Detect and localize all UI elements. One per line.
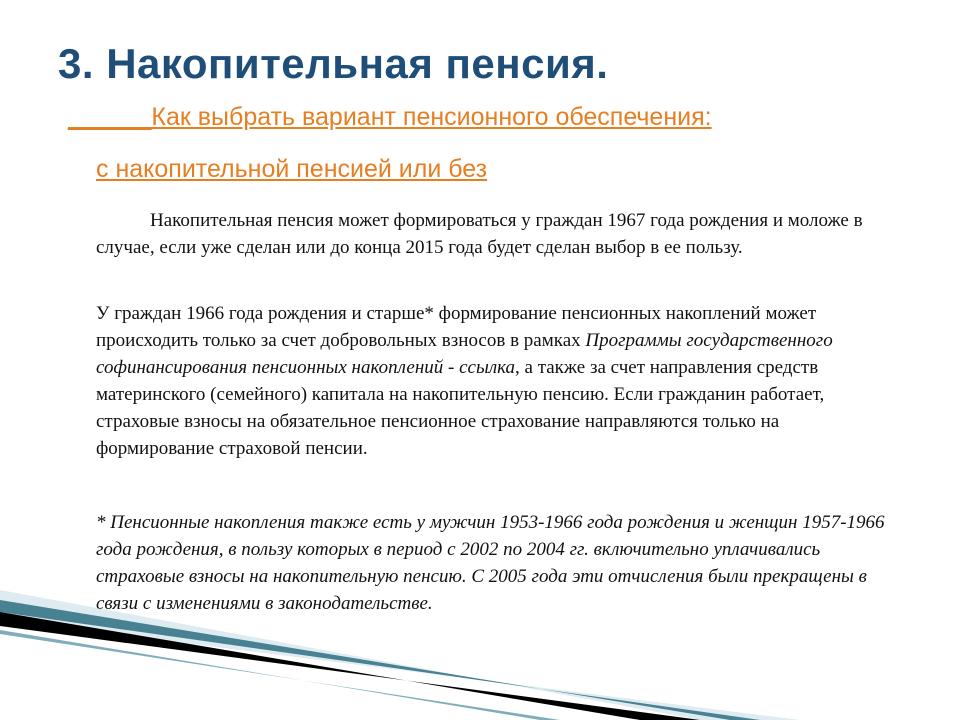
subtitle-link-line-1[interactable]: ______Как выбрать вариант пенсионного обеспечения: [68,103,712,131]
slide-title: 3. Накопительная пенсия. [58,40,609,87]
footnote: * Пенсионные накопления также есть у мужчин 1953-1966 года рождения и женщин 1957-1966 года рождения, в пользу которых в период с 2002 по 2004 гг. включительно уплачивались страховые взносы на накопительную пенсию. С 2005 года эти отчисления были прекращены в связи с изменениями в законодательстве. [96,512,885,614]
paragraph-2-start: У граждан 1966 года рождения и старше* формирование пенсионных накоплений может происходить только за счет добровольных взносов в рамках [96,303,817,351]
paragraph-1 [96,207,886,261]
paragraph-1-text: Накопительная пенсия может формироваться у граждан 1967 года рождения и моложе в случае, если уже сделан или до конца 2015 года будет сделан выбор в ее пользу. [96,210,863,258]
subtitle-link-line-2[interactable]: с накопительной пенсией или без [96,155,488,183]
decorative-stripes [0,560,960,720]
paragraph-2-end: , а также за счет направления средств материнского (семейного) капитала на накопительную пенсию. Если гражданин работает, страховые взносы на обязательное пенсионное страхование направляются только на формирование страховой пенсии. [96,357,825,459]
stripe-light [0,590,800,720]
paragraph-2 [96,300,886,462]
program-link[interactable]: Программы государственного софинансирования пенсионных накоплений - ссылка [96,330,833,378]
